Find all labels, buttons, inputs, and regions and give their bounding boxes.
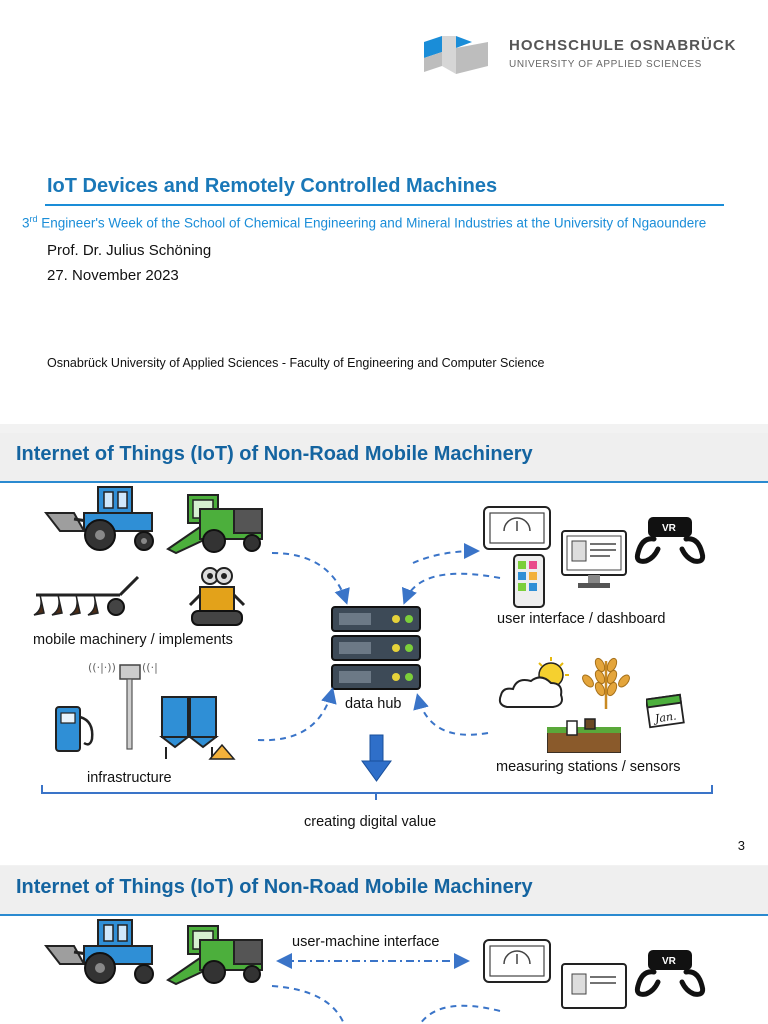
logo-name: HOCHSCHULE OSNABRÜCK (509, 37, 737, 54)
page-number: 3 (737, 838, 745, 853)
university-logo-icon (422, 32, 492, 76)
mobile-machinery-label: mobile machinery / implements (33, 632, 233, 648)
vr-text: VR (662, 956, 676, 967)
slide-title: Internet of Things (IoT) of Non-Road Mobile Machinery (16, 876, 533, 898)
affiliation: Osnabrück University of Applied Sciences - Faculty of Engineering and Computer Science (47, 356, 545, 370)
subtitle-ordinal: 3 (22, 215, 30, 231)
presentation-title: IoT Devices and Remotely Controlled Machines (47, 175, 498, 197)
data-hub-label: data hub (345, 696, 402, 712)
flow-arrows (0, 433, 768, 865)
infrastructure-label: infrastructure (87, 770, 172, 786)
svg-text:((·|: ((·| (142, 661, 158, 674)
iot-overview-slide (0, 433, 768, 865)
flow-arrows (0, 866, 768, 1024)
iot-interface-slide (0, 866, 768, 1024)
title-slide (0, 0, 768, 424)
calendar-text: Jan. (654, 709, 678, 726)
svg-text:((·|·)): ((·|·)) (88, 661, 116, 674)
subtitle-text: Engineer's Week of the School of Chemical Engineering and Mineral Industries at the University of Ngaoundere (37, 215, 707, 231)
user-machine-interface-label: user-machine interface (292, 934, 440, 950)
vr-text: VR (662, 523, 676, 534)
user-interface-label: user interface / dashboard (497, 611, 666, 627)
logo-subtitle: UNIVERSITY OF APPLIED SCIENCES (509, 59, 702, 70)
title-divider (45, 204, 724, 206)
digital-value-label: creating digital value (304, 814, 437, 830)
event-subtitle (22, 214, 706, 231)
measuring-stations-label: measuring stations / sensors (496, 759, 681, 775)
subtitle-superscript: rd (29, 214, 38, 224)
presentation-date: 27. November 2023 (47, 267, 179, 284)
author-name: Prof. Dr. Julius Schöning (47, 242, 212, 259)
slide-title: Internet of Things (IoT) of Non-Road Mobile Machinery (16, 443, 533, 465)
